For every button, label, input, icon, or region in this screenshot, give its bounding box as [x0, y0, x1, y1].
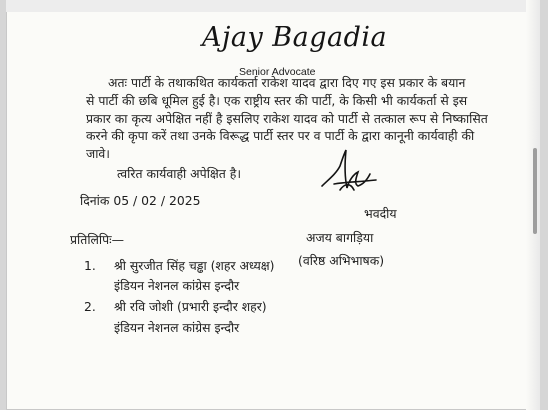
handwritten-signature [314, 144, 384, 204]
cc-recipient: श्री सुरजीत सिंह चड्ढा (शहर अध्यक्ष) [114, 258, 275, 273]
body-line: करने की कृपा करें तथा उनके विरूद्ध पार्टी स्तर पर व पार्टी के द्वारा कानूनी कार्यवाही की [86, 128, 475, 143]
cc-recipient: श्री रवि जोशी (प्रभारी इन्दौर शहर) [114, 299, 267, 314]
body-line: से पार्टी की छबि धूमिल हुई है। एक राष्ट्रीय स्तर की पार्टी, के किसी भी कार्यकर्ता से इस [86, 93, 468, 108]
letterhead-name: Ajay Bagadia [202, 22, 388, 53]
cc-label: प्रतिलिपिः— [70, 232, 125, 247]
signatory-name: अजय बागड़िया [306, 230, 374, 245]
cc-number: 1. [84, 258, 96, 273]
signatory-role: (वरिष्ठ अभिभाषक) [298, 253, 385, 268]
top-edge [6, 0, 540, 12]
cc-organization: इंडियन नेशनल कांग्रेस इन्दौर [114, 278, 240, 293]
body-urgency-line: त्वरित कार्यवाही अपेक्षित है। [117, 166, 242, 181]
letter-page [6, 0, 540, 410]
closing-text: भवदीय [364, 206, 397, 221]
scrollbar-thumb[interactable] [533, 148, 537, 234]
letter-date: दिनांक 05 / 02 / 2025 [80, 193, 201, 208]
cc-number: 2. [84, 299, 96, 314]
body-line: अतः पार्टी के तथाकथित कार्यकर्ता राकेश यादव द्वारा दिए गए इस प्रकार के बयान [108, 75, 466, 90]
body-line: जावे। [86, 146, 110, 161]
letterhead-designation: Senior Advocate [239, 66, 316, 78]
body-line: प्रकार का कृत्य अपेक्षित नहीं है इसलिए राकेश यादव को पार्टी से तत्काल रूप से निष्कासित [86, 111, 488, 126]
cc-organization: इंडियन नेशनल कांग्रेस इन्दौर [114, 320, 240, 335]
